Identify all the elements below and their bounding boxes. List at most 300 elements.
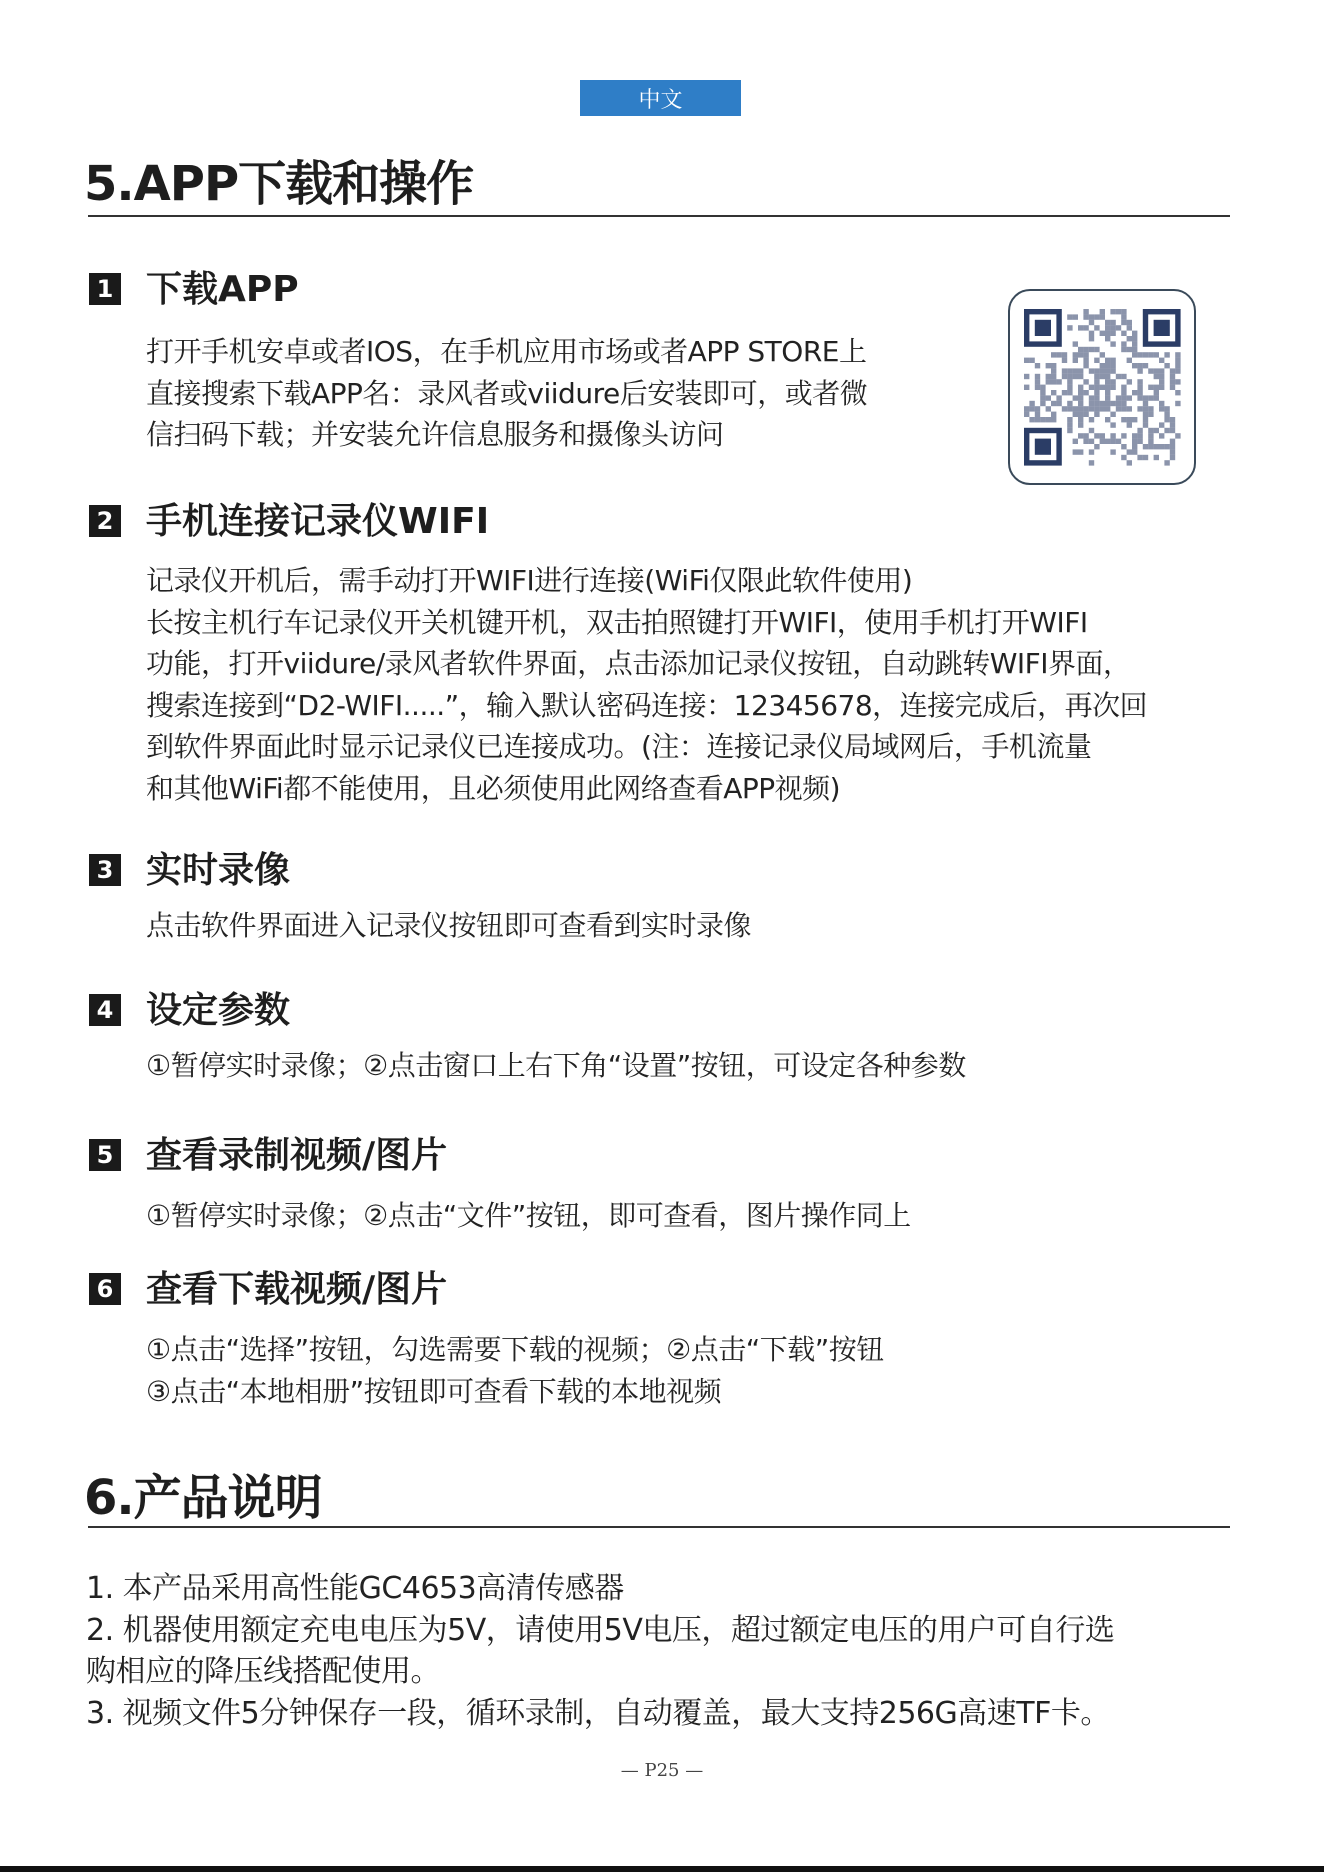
qr-module bbox=[1067, 379, 1072, 384]
qr-module bbox=[1073, 395, 1078, 400]
qr-module bbox=[1067, 314, 1072, 319]
qr-module bbox=[1116, 395, 1121, 400]
qr-module bbox=[1143, 352, 1148, 357]
qr-module bbox=[1154, 444, 1159, 449]
qr-module bbox=[1137, 439, 1142, 444]
qr-module bbox=[1062, 374, 1067, 379]
qr-module bbox=[1121, 444, 1126, 449]
qr-module bbox=[1029, 417, 1034, 422]
qr-module bbox=[1175, 363, 1180, 368]
qr-module bbox=[1121, 341, 1126, 346]
step-title: 下载APP bbox=[146, 269, 299, 310]
qr-module bbox=[1073, 449, 1078, 454]
qr-module bbox=[1083, 390, 1088, 395]
step-body bbox=[146, 560, 1147, 809]
qr-module bbox=[1121, 331, 1126, 336]
qr-module bbox=[1164, 406, 1169, 411]
qr-module bbox=[1094, 401, 1099, 406]
qr-module bbox=[1175, 368, 1180, 373]
qr-module bbox=[1078, 385, 1083, 390]
qr-finder-center bbox=[1035, 439, 1051, 455]
qr-module bbox=[1127, 460, 1132, 465]
qr-module bbox=[1121, 433, 1126, 438]
qr-module bbox=[1132, 363, 1137, 368]
qr-module bbox=[1100, 352, 1105, 357]
qr-module bbox=[1137, 390, 1142, 395]
body-line: 点击软件界面进入记录仪按钮即可查看到实时录像 bbox=[146, 909, 752, 942]
qr-module bbox=[1073, 412, 1078, 417]
language-tab: 中文 bbox=[580, 80, 741, 116]
section-5-divider bbox=[88, 215, 1230, 217]
qr-module bbox=[1051, 379, 1056, 384]
qr-module bbox=[1078, 401, 1083, 406]
qr-module bbox=[1067, 325, 1072, 330]
qr-module bbox=[1116, 325, 1121, 330]
qr-module bbox=[1105, 368, 1110, 373]
step-body bbox=[146, 905, 751, 947]
step-title: 手机连接记录仪WIFI bbox=[146, 501, 490, 542]
qr-module bbox=[1056, 401, 1061, 406]
qr-module bbox=[1159, 406, 1164, 411]
qr-module bbox=[1137, 406, 1142, 411]
step-number-badge: 4 bbox=[89, 994, 121, 1026]
qr-module bbox=[1094, 444, 1099, 449]
qr-module bbox=[1046, 363, 1051, 368]
qr-module bbox=[1121, 417, 1126, 422]
qr-module bbox=[1159, 358, 1164, 363]
qr-module bbox=[1073, 314, 1078, 319]
qr-module bbox=[1137, 368, 1142, 373]
qr-module bbox=[1170, 444, 1175, 449]
qr-module bbox=[1127, 320, 1132, 325]
qr-module bbox=[1121, 395, 1126, 400]
qr-module bbox=[1154, 385, 1159, 390]
qr-module bbox=[1175, 358, 1180, 363]
qr-module bbox=[1040, 390, 1045, 395]
qr-module bbox=[1137, 455, 1142, 460]
qr-module bbox=[1094, 412, 1099, 417]
qr-module bbox=[1105, 385, 1110, 390]
qr-module bbox=[1094, 433, 1099, 438]
qr-module bbox=[1089, 331, 1094, 336]
qr-module bbox=[1056, 352, 1061, 357]
qr-module bbox=[1078, 352, 1083, 357]
qr-module bbox=[1137, 395, 1142, 400]
qr-module bbox=[1040, 401, 1045, 406]
qr-module bbox=[1078, 417, 1083, 422]
qr-module bbox=[1127, 325, 1132, 330]
qr-module bbox=[1073, 374, 1078, 379]
qr-module bbox=[1046, 395, 1051, 400]
qr-module bbox=[1078, 449, 1083, 454]
qr-module bbox=[1024, 374, 1029, 379]
qr-module bbox=[1100, 331, 1105, 336]
qr-module bbox=[1073, 439, 1078, 444]
qr-module bbox=[1121, 406, 1126, 411]
qr-module bbox=[1148, 439, 1153, 444]
qr-module bbox=[1067, 385, 1072, 390]
qr-module bbox=[1100, 363, 1105, 368]
qr-module bbox=[1067, 406, 1072, 411]
qr-module bbox=[1100, 433, 1105, 438]
qr-module bbox=[1137, 433, 1142, 438]
qr-module bbox=[1056, 395, 1061, 400]
qr-module bbox=[1105, 379, 1110, 384]
qr-module bbox=[1067, 368, 1072, 373]
qr-module bbox=[1083, 358, 1088, 363]
qr-module bbox=[1062, 368, 1067, 373]
qr-module bbox=[1137, 352, 1142, 357]
qr-module bbox=[1121, 347, 1126, 352]
qr-module bbox=[1132, 433, 1137, 438]
qr-module bbox=[1132, 336, 1137, 341]
qr-module bbox=[1143, 455, 1148, 460]
qr-module bbox=[1116, 406, 1121, 411]
qr-module bbox=[1143, 401, 1148, 406]
qr-module bbox=[1121, 455, 1126, 460]
qr-module bbox=[1094, 395, 1099, 400]
qr-module bbox=[1127, 347, 1132, 352]
qr-module bbox=[1121, 314, 1126, 319]
qr-module bbox=[1110, 433, 1115, 438]
qr-module bbox=[1094, 314, 1099, 319]
qr-module bbox=[1127, 406, 1132, 411]
qr-module bbox=[1089, 460, 1094, 465]
qr-finder-center bbox=[1154, 320, 1170, 336]
qr-module bbox=[1164, 428, 1169, 433]
qr-module bbox=[1105, 395, 1110, 400]
step-title: 查看录制视频/图片 bbox=[146, 1135, 448, 1176]
qr-module bbox=[1175, 401, 1180, 406]
qr-module bbox=[1100, 401, 1105, 406]
qr-module bbox=[1083, 309, 1088, 314]
qr-module bbox=[1170, 368, 1175, 373]
step-number-badge: 5 bbox=[89, 1139, 121, 1171]
qr-module bbox=[1078, 412, 1083, 417]
qr-module bbox=[1116, 309, 1121, 314]
qr-module bbox=[1040, 385, 1045, 390]
step-title: 设定参数 bbox=[146, 990, 291, 1031]
qr-module bbox=[1143, 406, 1148, 411]
qr-module bbox=[1148, 444, 1153, 449]
body-line: 记录仪开机后，需手动打开WIFI进行连接(WiFi仅限此软件使用) bbox=[146, 564, 913, 597]
qr-module bbox=[1073, 352, 1078, 357]
qr-code-pattern bbox=[1010, 291, 1194, 483]
qr-module bbox=[1170, 428, 1175, 433]
qr-module bbox=[1024, 358, 1029, 363]
spec-line: 3. 视频文件5分钟保存一段，循环录制，自动覆盖，最大支持256G高速TF卡。 bbox=[86, 1695, 1110, 1731]
qr-module bbox=[1089, 347, 1094, 352]
qr-module bbox=[1051, 352, 1056, 357]
qr-module bbox=[1089, 368, 1094, 373]
qr-module bbox=[1110, 358, 1115, 363]
qr-module bbox=[1035, 406, 1040, 411]
qr-module bbox=[1035, 417, 1040, 422]
qr-module bbox=[1154, 455, 1159, 460]
qr-module bbox=[1110, 331, 1115, 336]
qr-module bbox=[1089, 401, 1094, 406]
qr-module bbox=[1105, 406, 1110, 411]
qr-module bbox=[1127, 395, 1132, 400]
qr-module bbox=[1159, 385, 1164, 390]
qr-module bbox=[1148, 395, 1153, 400]
qr-module bbox=[1105, 439, 1110, 444]
qr-module bbox=[1159, 444, 1164, 449]
qr-module bbox=[1132, 390, 1137, 395]
qr-module bbox=[1154, 374, 1159, 379]
qr-module bbox=[1143, 363, 1148, 368]
qr-module bbox=[1170, 379, 1175, 384]
body-line: 信扫码下载；并安装允许信息服务和摄像头访问 bbox=[146, 418, 724, 451]
qr-module bbox=[1121, 390, 1126, 395]
qr-module bbox=[1073, 368, 1078, 373]
qr-module bbox=[1164, 363, 1169, 368]
qr-module bbox=[1175, 433, 1180, 438]
qr-module bbox=[1164, 412, 1169, 417]
page-number: — P25 — bbox=[620, 1760, 704, 1781]
qr-module bbox=[1175, 379, 1180, 384]
qr-module bbox=[1089, 417, 1094, 422]
qr-module bbox=[1046, 406, 1051, 411]
qr-module bbox=[1110, 439, 1115, 444]
spec-line: 1. 本产品采用高性能GC4653高清传感器 bbox=[86, 1571, 624, 1606]
qr-module bbox=[1148, 428, 1153, 433]
qr-module bbox=[1132, 439, 1137, 444]
qr-module bbox=[1159, 374, 1164, 379]
body-line: 搜索连接到“D2-WIFI.....”，输入默认密码连接：12345678，连接完成后，再次回 bbox=[146, 688, 1148, 722]
qr-module bbox=[1148, 412, 1153, 417]
qr-module bbox=[1100, 439, 1105, 444]
qr-module bbox=[1062, 406, 1067, 411]
qr-module bbox=[1083, 379, 1088, 384]
qr-module bbox=[1100, 368, 1105, 373]
qr-module bbox=[1073, 341, 1078, 346]
qr-module bbox=[1062, 390, 1067, 395]
spec-line: 购相应的降压线搭配使用。 bbox=[86, 1654, 440, 1689]
qr-module bbox=[1067, 417, 1072, 422]
qr-module bbox=[1094, 406, 1099, 411]
qr-module bbox=[1164, 417, 1169, 422]
step-body bbox=[146, 1195, 911, 1237]
qr-module bbox=[1105, 320, 1110, 325]
section-5-heading: 5.APP下载和操作 bbox=[84, 156, 474, 212]
qr-module bbox=[1175, 352, 1180, 357]
qr-module bbox=[1105, 417, 1110, 422]
qr-module bbox=[1083, 352, 1088, 357]
qr-module bbox=[1170, 374, 1175, 379]
qr-module bbox=[1110, 401, 1115, 406]
qr-module bbox=[1154, 368, 1159, 373]
qr-module bbox=[1170, 417, 1175, 422]
qr-module bbox=[1094, 385, 1099, 390]
qr-module bbox=[1073, 358, 1078, 363]
qr-module bbox=[1078, 347, 1083, 352]
qr-module bbox=[1143, 422, 1148, 427]
qr-module bbox=[1046, 374, 1051, 379]
qr-module bbox=[1159, 368, 1164, 373]
qr-module bbox=[1100, 406, 1105, 411]
qr-module bbox=[1051, 417, 1056, 422]
body-line: 和其他WiFi都不能使用，且必须使用此网络查看APP视频) bbox=[146, 771, 841, 805]
qr-module bbox=[1035, 374, 1040, 379]
qr-module bbox=[1083, 412, 1088, 417]
qr-module bbox=[1105, 325, 1110, 330]
qr-module bbox=[1035, 412, 1040, 417]
qr-module bbox=[1148, 406, 1153, 411]
qr-module bbox=[1024, 385, 1029, 390]
qr-module bbox=[1148, 352, 1153, 357]
section-6-heading: 6.产品说明 bbox=[84, 1470, 322, 1526]
body-line: 长按主机行车记录仪开关机键开机，双击拍照键打开WIFI，使用手机打开WIFI bbox=[146, 605, 1088, 639]
qr-module bbox=[1051, 363, 1056, 368]
qr-module bbox=[1110, 412, 1115, 417]
qr-module bbox=[1067, 428, 1072, 433]
qr-module bbox=[1170, 449, 1175, 454]
qr-module bbox=[1170, 439, 1175, 444]
qr-module bbox=[1100, 314, 1105, 319]
qr-module bbox=[1035, 363, 1040, 368]
qr-module bbox=[1051, 401, 1056, 406]
qr-module bbox=[1121, 309, 1126, 314]
step-body bbox=[146, 331, 867, 456]
qr-module bbox=[1073, 406, 1078, 411]
qr-module bbox=[1051, 412, 1056, 417]
qr-module bbox=[1110, 368, 1115, 373]
qr-module bbox=[1143, 417, 1148, 422]
qr-module bbox=[1110, 449, 1115, 454]
qr-module bbox=[1143, 444, 1148, 449]
qr-module bbox=[1046, 379, 1051, 384]
bottom-edge-bar bbox=[0, 1866, 1324, 1872]
qr-module bbox=[1132, 444, 1137, 449]
step-number-badge: 2 bbox=[89, 505, 121, 537]
qr-module bbox=[1148, 433, 1153, 438]
qr-module bbox=[1127, 417, 1132, 422]
qr-module bbox=[1137, 379, 1142, 384]
qr-module bbox=[1116, 401, 1121, 406]
body-line: ③点击“本地相册”按钮即可查看下载的本地视频 bbox=[146, 1374, 722, 1408]
qr-finder-center bbox=[1035, 320, 1051, 336]
qr-module bbox=[1159, 433, 1164, 438]
qr-module bbox=[1105, 336, 1110, 341]
qr-module bbox=[1089, 395, 1094, 400]
qr-module bbox=[1078, 374, 1083, 379]
qr-module bbox=[1078, 406, 1083, 411]
qr-module bbox=[1094, 368, 1099, 373]
qr-module bbox=[1078, 395, 1083, 400]
qr-module bbox=[1105, 374, 1110, 379]
qr-module bbox=[1051, 390, 1056, 395]
step-body bbox=[146, 1329, 884, 1412]
qr-module bbox=[1067, 374, 1072, 379]
qr-module bbox=[1164, 352, 1169, 357]
qr-module bbox=[1089, 439, 1094, 444]
body-line: ①暂停实时录像；②点击窗口上右下角“设置”按钮，可设定各种参数 bbox=[146, 1049, 966, 1082]
qr-module bbox=[1148, 368, 1153, 373]
step-number-badge: 3 bbox=[89, 854, 121, 886]
qr-module bbox=[1094, 325, 1099, 330]
qr-module bbox=[1137, 363, 1142, 368]
qr-module bbox=[1127, 422, 1132, 427]
qr-module bbox=[1046, 417, 1051, 422]
qr-module bbox=[1100, 385, 1105, 390]
qr-module bbox=[1110, 385, 1115, 390]
qr-module bbox=[1083, 433, 1088, 438]
qr-module bbox=[1116, 374, 1121, 379]
qr-module bbox=[1132, 417, 1137, 422]
qr-module bbox=[1105, 363, 1110, 368]
qr-module bbox=[1040, 417, 1045, 422]
qr-module bbox=[1083, 406, 1088, 411]
qr-module bbox=[1137, 385, 1142, 390]
qr-module bbox=[1100, 374, 1105, 379]
qr-module bbox=[1029, 358, 1034, 363]
qr-module bbox=[1143, 412, 1148, 417]
body-line: 打开手机安卓或者IOS，在手机应用市场或者APP STORE上 bbox=[146, 335, 867, 368]
qr-module bbox=[1089, 428, 1094, 433]
product-spec-list bbox=[86, 1568, 1114, 1734]
qr-module bbox=[1024, 406, 1029, 411]
qr-module bbox=[1105, 390, 1110, 395]
qr-module bbox=[1056, 379, 1061, 384]
body-line: 功能，打开viidure/录风者软件界面，点击添加记录仪按钮，自动跳转WIFI界面， bbox=[146, 647, 1131, 680]
qr-module bbox=[1110, 325, 1115, 330]
qr-module bbox=[1089, 385, 1094, 390]
qr-module bbox=[1127, 379, 1132, 384]
app-download-qr-code[interactable] bbox=[1008, 289, 1196, 485]
step-title: 查看下载视频/图片 bbox=[146, 1269, 448, 1310]
qr-module bbox=[1148, 385, 1153, 390]
qr-module bbox=[1110, 309, 1115, 314]
qr-module bbox=[1078, 433, 1083, 438]
qr-module bbox=[1154, 395, 1159, 400]
qr-module bbox=[1094, 390, 1099, 395]
qr-module bbox=[1062, 358, 1067, 363]
qr-module bbox=[1170, 385, 1175, 390]
qr-module bbox=[1137, 428, 1142, 433]
qr-module bbox=[1105, 358, 1110, 363]
qr-module bbox=[1121, 320, 1126, 325]
qr-module bbox=[1094, 347, 1099, 352]
qr-module bbox=[1110, 379, 1115, 384]
qr-module bbox=[1078, 390, 1083, 395]
qr-module bbox=[1170, 455, 1175, 460]
qr-module bbox=[1083, 347, 1088, 352]
qr-module bbox=[1067, 401, 1072, 406]
qr-module bbox=[1083, 314, 1088, 319]
qr-module bbox=[1089, 406, 1094, 411]
qr-module bbox=[1029, 406, 1034, 411]
qr-module bbox=[1164, 444, 1169, 449]
qr-module bbox=[1154, 428, 1159, 433]
qr-module bbox=[1159, 401, 1164, 406]
body-line: ①暂停实时录像；②点击“文件”按钮，即可查看，图片操作同上 bbox=[146, 1199, 911, 1232]
qr-module bbox=[1083, 363, 1088, 368]
qr-module bbox=[1127, 336, 1132, 341]
qr-module bbox=[1154, 352, 1159, 357]
qr-module bbox=[1094, 379, 1099, 384]
qr-module bbox=[1078, 422, 1083, 427]
qr-module bbox=[1100, 309, 1105, 314]
step-body bbox=[146, 1045, 966, 1087]
qr-module bbox=[1083, 325, 1088, 330]
qr-module bbox=[1116, 439, 1121, 444]
qr-module bbox=[1105, 401, 1110, 406]
qr-module bbox=[1051, 368, 1056, 373]
qr-module bbox=[1062, 352, 1067, 357]
qr-module bbox=[1078, 368, 1083, 373]
qr-module bbox=[1132, 331, 1137, 336]
